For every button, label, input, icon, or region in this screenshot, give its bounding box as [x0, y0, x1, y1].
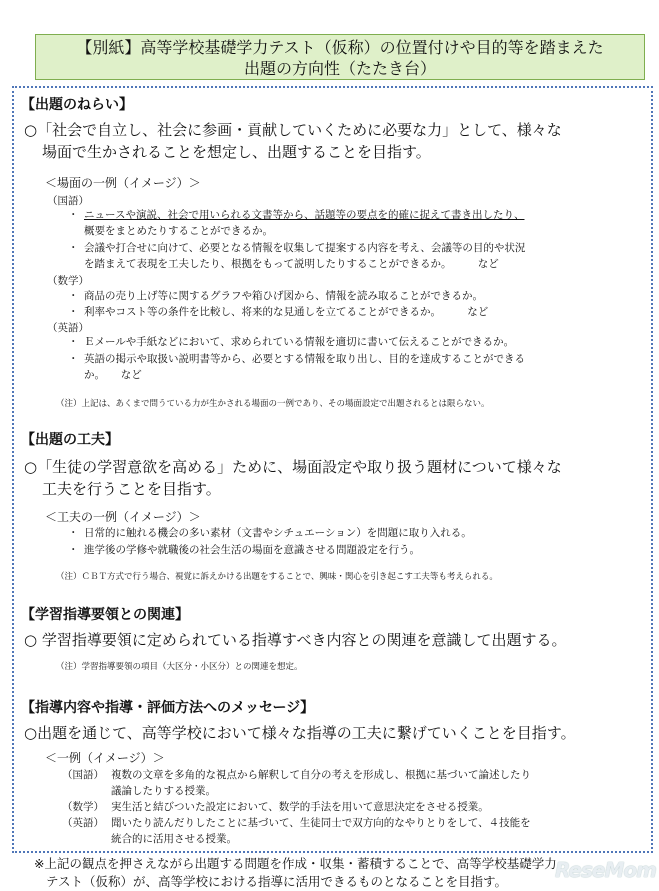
aim-eigo-2b: か。 など — [84, 369, 142, 381]
aim-eigo-1: Ｅメールや手紙などにおいて、求められている情報を適切に書いて伝えることができるか。 — [84, 336, 515, 348]
aim-note: （注）上記は、あくまで問うている力が生かされる場面の一例であり、その場面設定で出題されるとは限らない。 — [56, 399, 490, 409]
aim-kokugo-2a: 会議や打合せに向けて、必要となる情報を収集して提案する内容を考え、会議等の目的や状況 — [84, 242, 526, 254]
guideline-main-1: ○ 学習指導要領に定められている指導すべき内容との関連を意識して出題する。 — [24, 631, 567, 649]
message-kokugo-label: （国語） — [62, 769, 104, 781]
aim-kokugo-1b: 概要をまとめたりすることができるか。 — [84, 225, 273, 237]
guideline-heading: 【学習指導要領との関連】 — [21, 607, 189, 623]
aim-heading: 【出題のねらい】 — [21, 97, 133, 113]
title-line-2: 出題の方向性（たたき台） — [243, 59, 436, 78]
bullet-dot: ・ — [68, 353, 79, 365]
innovation-item-2: 進学後の学修や就職後の社会生活の場面を意識させる問題設定を行う。 — [84, 544, 420, 556]
guideline-note: （注）学習指導要領の項目（大区分・小区分）との関連を想定。 — [56, 662, 303, 672]
message-kokugo-2: 議論したりする授業。 — [111, 785, 216, 797]
innovation-note: （注）ＣＢＴ方式で行う場合、視覚に訴えかける出題をすることで、興味・関心を引き起こす工夫等も考えられる。 — [56, 572, 498, 582]
message-sugaku-1: 実生活と結びついた設定において、数学的手法を用いて意思決定をさせる授業。 — [111, 801, 489, 813]
message-kokugo-1: 複数の文章を多角的な視点から解釈して自分の考えを形成し、根拠に基づいて論述したり — [111, 769, 531, 781]
bullet-dot: ・ — [68, 209, 79, 221]
aim-sugaku-1: 商品の売り上げ等に関するグラフや箱ひげ図から、情報を読み取ることができるか。 — [84, 290, 483, 302]
title-line-1: 【別紙】高等学校基礎学力テスト（仮称）の位置付けや目的等を踏まえた — [76, 38, 604, 57]
category-kokugo: （国語） — [47, 195, 89, 207]
message-eigo-label: （英語） — [62, 817, 104, 829]
innovation-main-1: ○「生徒の学習意欲を高める」ために、場面設定や取り扱う題材について様々な — [24, 458, 562, 476]
aim-eigo-2a: 英語の掲示や取扱い説明書等から、必要とする情報を取り出し、目的を達成することができる — [84, 353, 525, 365]
aim-main-2: 場面で生かされることを想定し、出題することを目指す。 — [42, 143, 431, 161]
resemom-watermark: ReseMom — [555, 858, 656, 882]
aim-sugaku-2: 利率やコスト等の条件を比較し、将来的な見通しを立てることができるか。 など — [84, 306, 489, 318]
footer-line-1: ※上記の観点を押さえながら出題する問題を作成・収集・蓄積することで、高等学校基礎学力 — [34, 856, 557, 871]
bullet-dot: ・ — [68, 336, 79, 348]
innovation-example-heading: ＜工夫の一例（イメージ）＞ — [45, 510, 201, 524]
aim-kokugo-1a: ニュースや演説、社会で用いられる文書等から、話題等の要点を的確に捉えて書き出したり、 — [84, 209, 525, 221]
category-sugaku: （数学） — [47, 275, 89, 287]
bullet-dot: ・ — [68, 527, 79, 539]
innovation-item-1: 日常的に触れる機会の多い素材（文書やシチュエーション）を問題に取り入れる。 — [84, 527, 472, 539]
message-eigo-2: 統合的に活用させる授業。 — [111, 833, 237, 845]
aim-example-heading: ＜場面の一例（イメージ）＞ — [45, 176, 201, 190]
category-eigo: （英語） — [47, 322, 89, 334]
message-eigo-1: 聞いたり読んだりしたことに基づいて、生徒同士で双方向的なやりとりをして、４技能を — [111, 817, 531, 829]
footer-line-2: テスト（仮称）が、高等学校における指導に活用できるものとなることを目指す。 — [46, 874, 508, 889]
innovation-main-2: 工夫を行うことを目指す。 — [42, 480, 221, 498]
message-heading: 【指導内容や指導・評価方法へのメッセージ】 — [21, 700, 315, 716]
title-box — [35, 34, 645, 80]
message-example-heading: ＜一例（イメージ）＞ — [45, 751, 165, 765]
message-main-1: ○出題を通じて、高等学校において様々な指導の工夫に繋げていくことを目指す。 — [24, 724, 576, 742]
innovation-heading: 【出題の工夫】 — [21, 432, 119, 448]
bullet-dot: ・ — [68, 306, 79, 318]
bullet-dot: ・ — [68, 544, 79, 556]
message-sugaku-label: （数学） — [62, 801, 104, 813]
aim-main-1: ○「社会で自立し、社会に参画・貢献していくために必要な力」として、様々な — [24, 121, 562, 139]
aim-kokugo-2b: を踏まえて表現を工夫したり、根拠をもって説明したりすることができるか。 など — [84, 258, 499, 270]
bullet-dot: ・ — [68, 290, 79, 302]
bullet-dot: ・ — [68, 242, 79, 254]
